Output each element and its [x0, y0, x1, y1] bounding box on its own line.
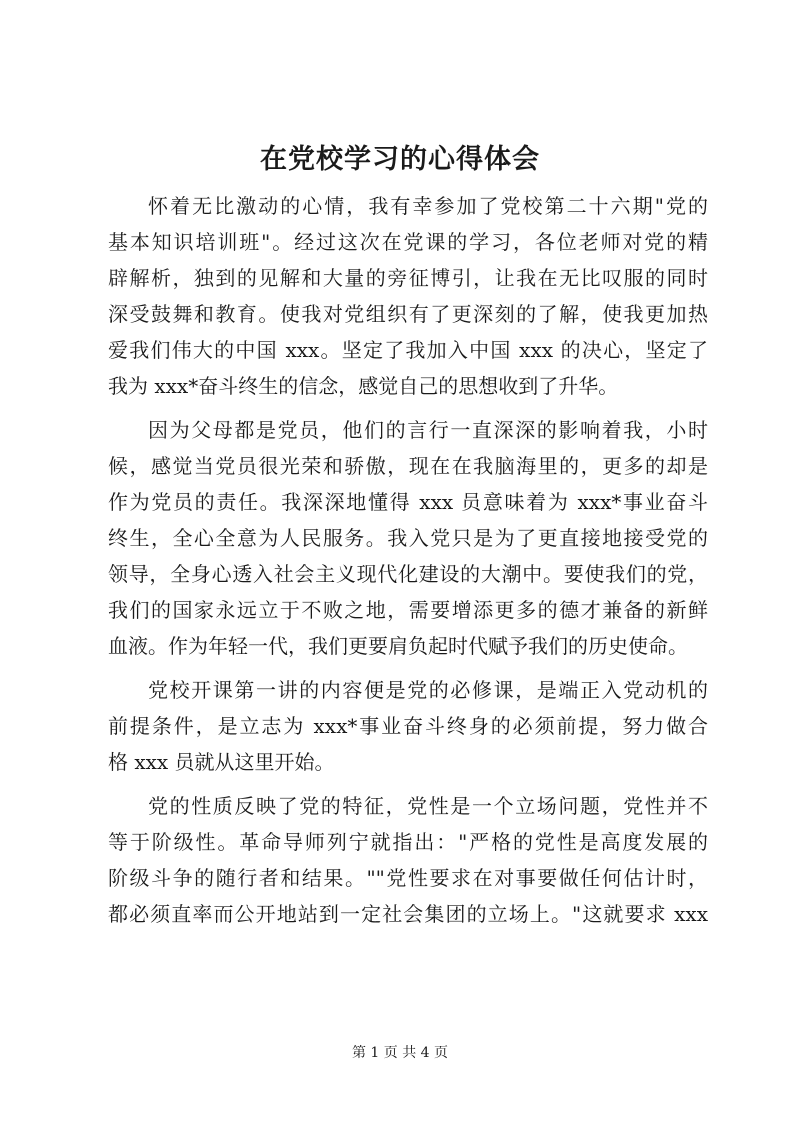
paragraph-line: 候，感觉当党员很光荣和骄傲，现在在我脑海里的，更多的却是	[108, 454, 708, 478]
paragraph-line: 因为父母都是党员，他们的言行一直深深的影响着我，小时	[148, 418, 708, 442]
paragraph-line: 阶级斗争的随行者和结果。""党性要求在对事要做任何估计时，	[108, 866, 708, 890]
paragraph-line: 党的性质反映了党的特征，党性是一个立场问题，党性并不	[148, 794, 708, 818]
paragraph-line: 我为 xxx*奋斗终生的信念，感觉自己的思想收到了升华。	[108, 374, 619, 398]
paragraph-line: 我们的国家永远立于不败之地，需要增添更多的德才兼备的新鲜	[108, 598, 708, 622]
paragraph-spacer	[108, 664, 708, 672]
page-number-footer: 第 1 页 共 4 页	[351, 1045, 449, 1061]
paragraph-line: 前提条件，是立志为 xxx*事业奋斗终身的必须前提，努力做合	[108, 714, 708, 738]
paragraph	[108, 672, 708, 780]
paragraph-spacer	[108, 780, 708, 788]
document-title: 在党校学习的心得体会	[260, 144, 540, 175]
paragraph-line: 终生，全心全意为人民服务。我入党只是为了更直接地接受党的	[108, 526, 708, 550]
paragraph	[108, 412, 708, 664]
paragraph-line: 都必须直率而公开地站到一定社会集团的立场上。"这就要求 xxx	[108, 902, 708, 926]
paragraph-line: 辟解析，独到的见解和大量的旁征博引，让我在无比叹服的同时	[108, 266, 708, 290]
paragraph-line: 格 xxx 员就从这里开始。	[108, 750, 335, 774]
paragraph-line: 作为党员的责任。我深深地懂得 xxx 员意味着为 xxx*事业奋斗	[108, 490, 708, 514]
paragraph	[108, 188, 708, 404]
paragraph-line: 领导，全身心透入社会主义现代化建设的大潮中。要使我们的党，	[108, 562, 708, 586]
paragraph-line: 怀着无比激动的心情，我有幸参加了党校第二十六期"党的	[148, 194, 708, 218]
paragraph-line: 爱我们伟大的中国 xxx。坚定了我加入中国 xxx 的决心，坚定了	[108, 338, 708, 362]
document-body	[108, 188, 708, 932]
paragraph-line: 基本知识培训班"。经过这次在党课的学习，各位老师对党的精	[108, 230, 708, 254]
paragraph-line: 血液。作为年轻一代，我们更要肩负起时代赋予我们的历史使命。	[108, 634, 688, 658]
paragraph	[108, 788, 708, 932]
paragraph-line: 等于阶级性。革命导师列宁就指出："严格的党性是高度发展的	[108, 830, 708, 854]
paragraph-line: 党校开课第一讲的内容便是党的必修课，是端正入党动机的	[148, 678, 708, 702]
paragraph-line: 深受鼓舞和教育。使我对党组织有了更深刻的了解，使我更加热	[108, 302, 708, 326]
paragraph-spacer	[108, 404, 708, 412]
